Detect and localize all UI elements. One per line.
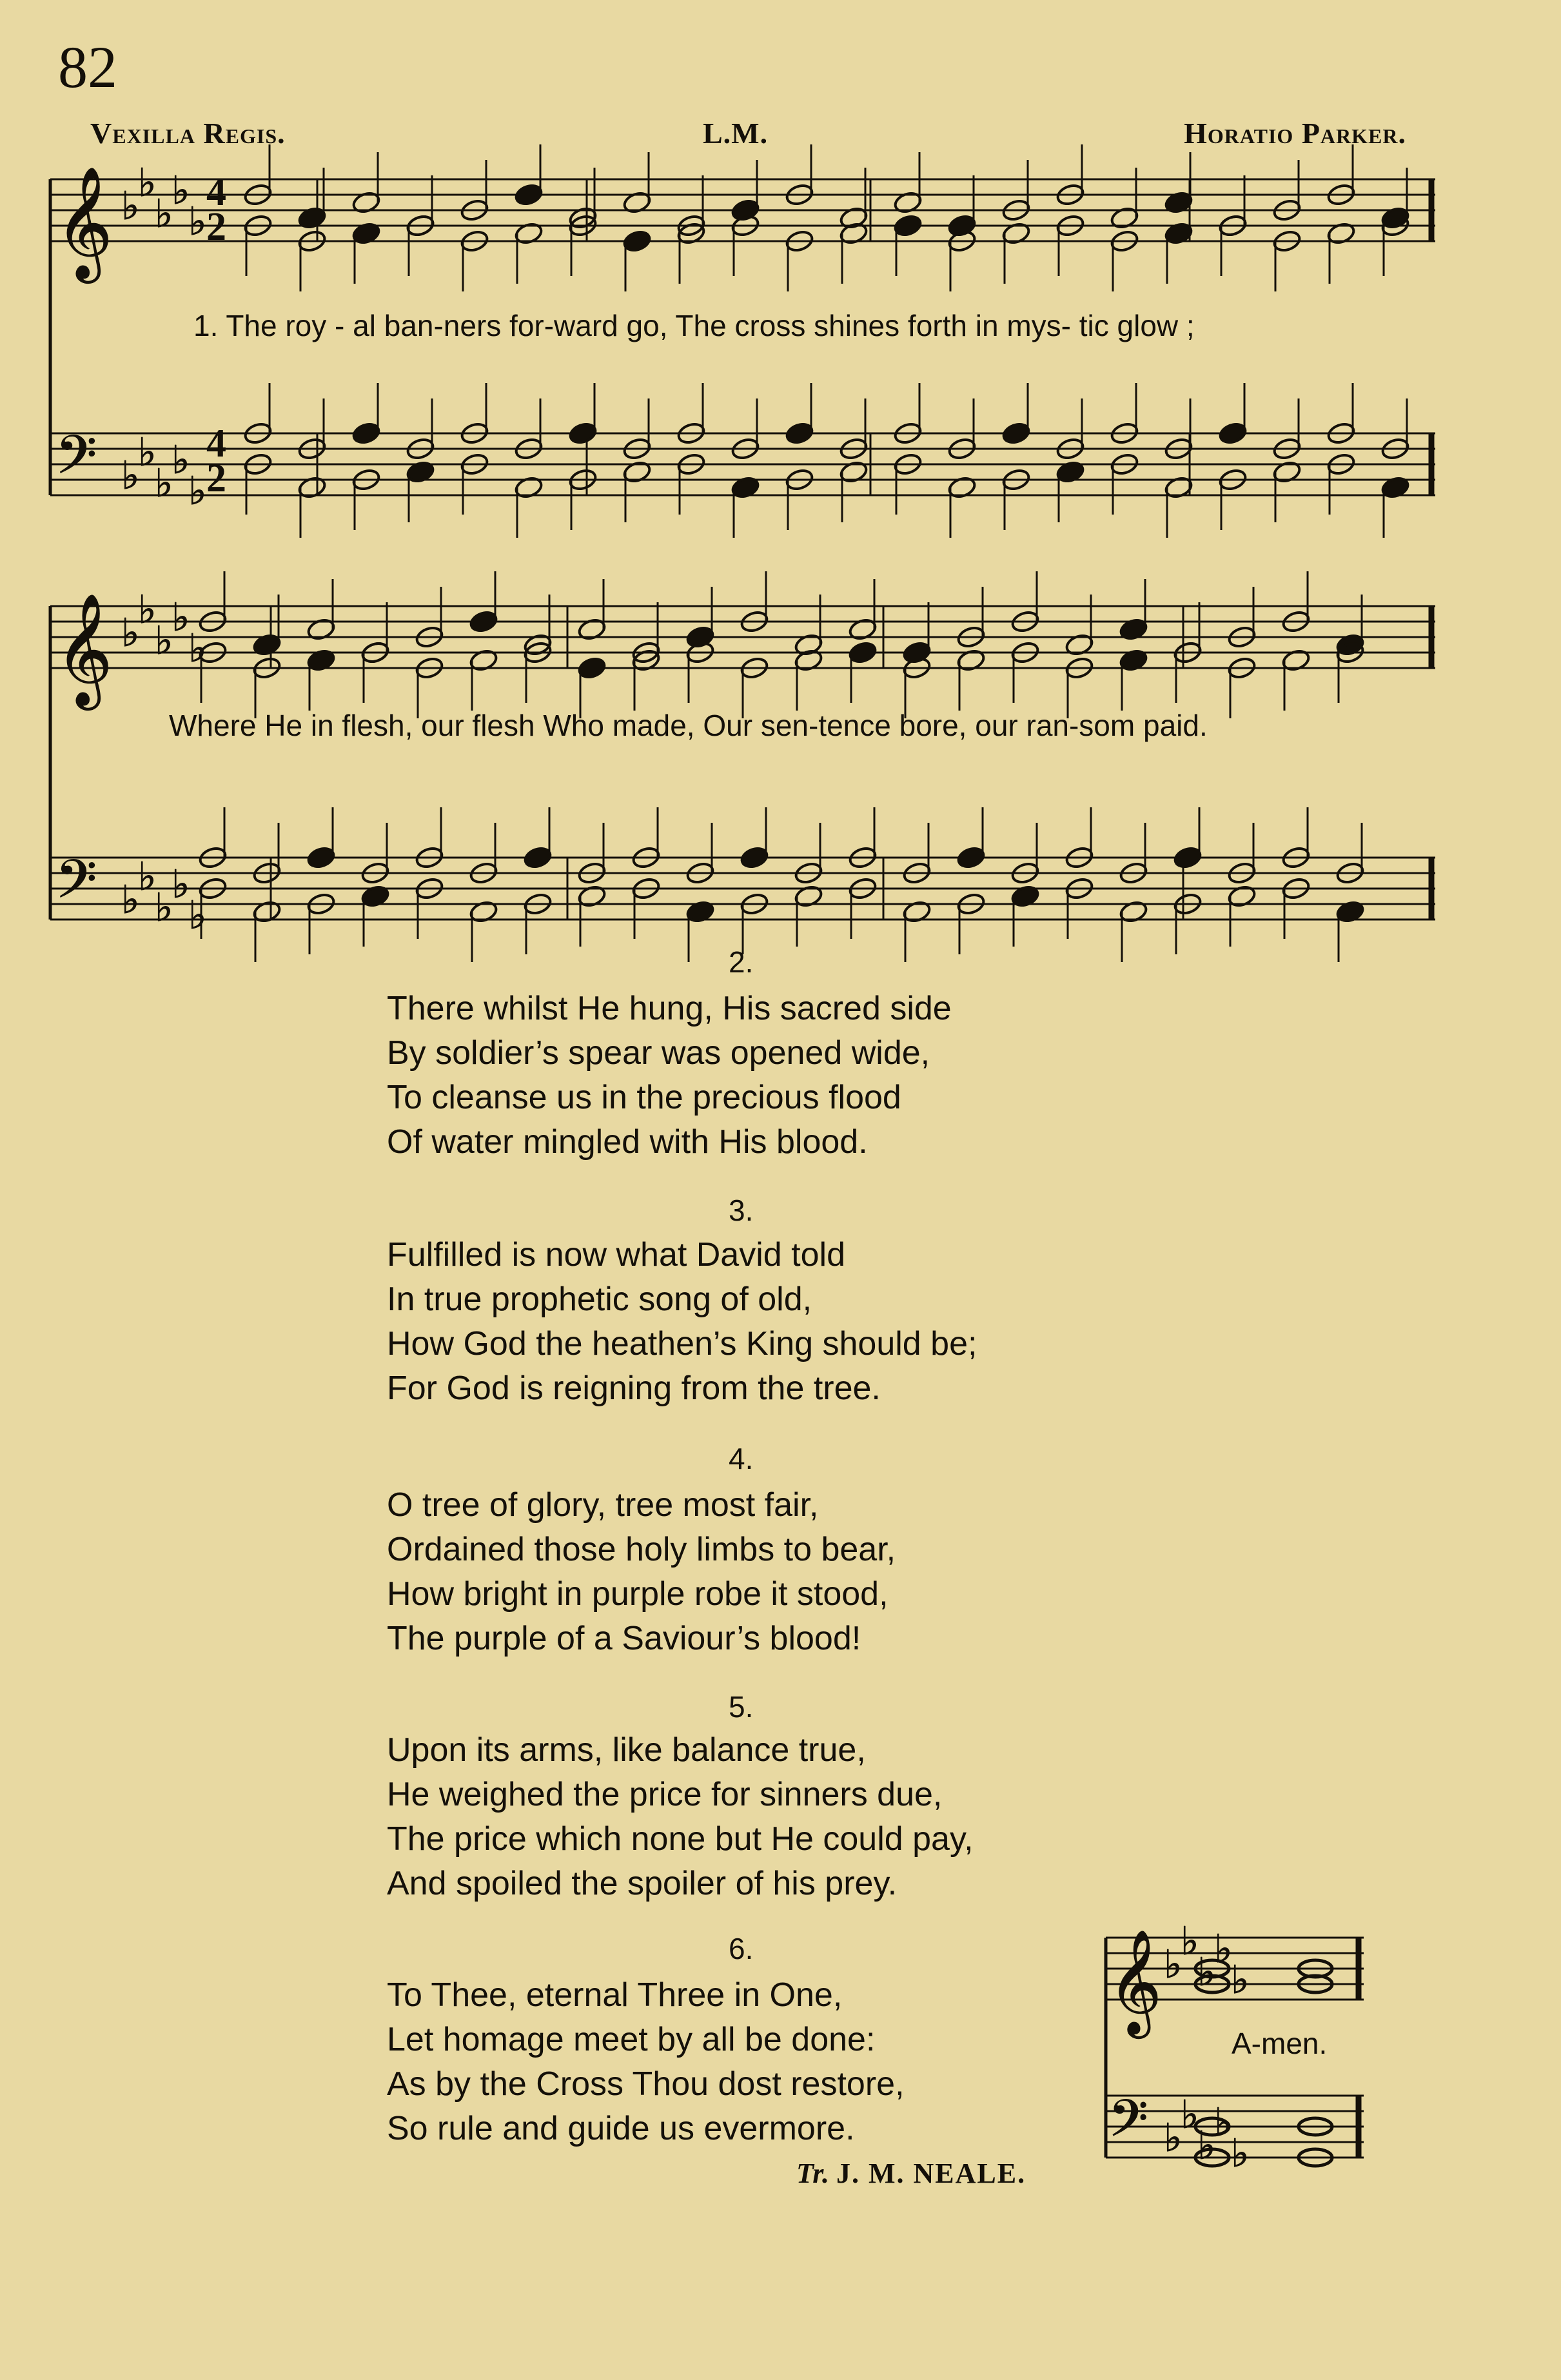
note-head — [1218, 421, 1248, 446]
flat-sign: ♭ — [172, 168, 190, 213]
note-head — [1001, 421, 1031, 446]
note-head — [306, 845, 336, 870]
note-head — [848, 640, 878, 665]
note-head — [577, 656, 607, 680]
time-signature-bottom: 2 — [206, 205, 226, 249]
flat-sign: ♭ — [1197, 1950, 1216, 1995]
flat-sign: ♭ — [1164, 1942, 1183, 1987]
bass-clef-icon: 𝄢 — [1108, 2089, 1148, 2161]
translator-prefix: Tr. — [796, 2158, 829, 2189]
note-head — [1173, 845, 1203, 870]
bass-clef-icon: 𝄢 — [55, 848, 97, 923]
flat-sign: ♭ — [121, 453, 140, 498]
time-signature-top-bass: 4 — [206, 422, 226, 466]
stanza-line: And spoiled the spoiler of his prey. — [387, 1865, 898, 1902]
flat-sign: ♭ — [172, 438, 190, 483]
flat-sign: ♭ — [172, 595, 190, 640]
time-signature-bottom-bass: 2 — [206, 457, 226, 500]
stanza-line: The price which none but He could pay, — [387, 1820, 974, 1858]
tune-name: Vexilla Regis. — [90, 117, 286, 150]
stanza-line: Ordained those holy limbs to bear, — [387, 1531, 896, 1568]
flat-sign: ♭ — [1231, 2131, 1250, 2176]
stanza-line: There whilst He hung, His sacred side — [387, 990, 952, 1027]
treble-clef-icon: 𝄞 — [1108, 1929, 1162, 2034]
note-head — [568, 421, 598, 446]
flat-sign: ♭ — [1164, 2116, 1183, 2161]
stanza-line: The purple of a Saviour’s blood! — [387, 1620, 861, 1657]
stanza-line: By soldier’s spear was opened wide, — [387, 1034, 930, 1072]
flat-sign: ♭ — [1231, 1958, 1250, 2003]
flat-sign: ♭ — [121, 878, 140, 923]
amen-label: A-men. — [1232, 2027, 1328, 2060]
stanza-line: How God the heathen’s King should be; — [387, 1325, 977, 1362]
flat-sign: ♭ — [172, 862, 190, 907]
flat-sign: ♭ — [138, 430, 157, 475]
flat-sign: ♭ — [188, 893, 207, 938]
flat-sign: ♭ — [1214, 1927, 1233, 1972]
composer-name: Horatio Parker. — [1184, 117, 1406, 150]
stanza-number: 5. — [729, 1690, 754, 1724]
note-head — [469, 609, 498, 634]
stanza-line: Let homage meet by all be done: — [387, 2021, 876, 2058]
flat-sign: ♭ — [1197, 2123, 1216, 2169]
stanza-line: He weighed the price for sinners due, — [387, 1776, 943, 1813]
stanza-line: Fulfilled is now what David told — [387, 1236, 845, 1274]
stanza-line: Upon its arms, like balance true, — [387, 1731, 866, 1769]
treble-clef-icon: 𝄞 — [55, 593, 113, 705]
flat-sign: ♭ — [1181, 1919, 1199, 1964]
stanza-line: To Thee, eternal Three in One, — [387, 1976, 843, 2014]
treble-clef-icon: 𝄞 — [55, 166, 113, 279]
flat-sign: ♭ — [188, 469, 207, 514]
flat-sign: ♭ — [155, 461, 173, 506]
translator-credit — [796, 2157, 1026, 2190]
stanza-number: 2. — [729, 945, 754, 979]
page-number: 82 — [58, 34, 117, 100]
flat-sign: ♭ — [155, 192, 173, 237]
flat-sign: ♭ — [155, 885, 173, 930]
stanza-line: As by the Cross Thou dost restore, — [387, 2065, 905, 2103]
flat-sign: ♭ — [121, 611, 140, 656]
stanza-line: In true prophetic song of old, — [387, 1281, 812, 1318]
stanza-line: To cleanse us in the precious flood — [387, 1079, 901, 1116]
lyric-line-1: 1. The roy - al ban-ners for-ward go, The cross shines forth in mys- tic glow ; — [193, 309, 1195, 342]
flat-sign: ♭ — [1214, 2100, 1233, 2145]
note-head — [351, 421, 381, 446]
stanza-line: So rule and guide us evermore. — [387, 2110, 855, 2147]
bass-clef-icon: 𝄢 — [55, 424, 97, 499]
stanza-number: 4. — [729, 1442, 754, 1475]
note-head — [785, 421, 814, 446]
note-head — [622, 229, 652, 253]
time-signature-top: 4 — [206, 170, 226, 214]
translator-name: J. M. NEALE. — [836, 2158, 1026, 2189]
stanza-number: 6. — [729, 1932, 754, 1965]
flat-sign: ♭ — [188, 199, 207, 244]
flat-sign: ♭ — [138, 854, 157, 900]
note-head — [893, 213, 923, 238]
note-head — [523, 845, 553, 870]
note-head — [514, 182, 544, 207]
note-head — [740, 845, 769, 870]
flat-sign: ♭ — [121, 184, 140, 229]
flat-sign: ♭ — [1181, 2092, 1199, 2138]
flat-sign: ♭ — [138, 587, 157, 633]
stanza-line: O tree of glory, tree most fair, — [387, 1486, 819, 1524]
note-head — [956, 845, 986, 870]
lyric-line-2: Where He in flesh, our flesh Who made, Our sen-tence bore, our ran-som paid. — [169, 709, 1208, 742]
stanza-line: Of water mingled with His blood. — [387, 1123, 868, 1161]
flat-sign: ♭ — [155, 618, 173, 664]
stanza-line: For God is reigning from the tree. — [387, 1370, 881, 1407]
meter: L.M. — [703, 117, 769, 150]
stanza-line: How bright in purple robe it stood, — [387, 1575, 888, 1613]
flat-sign: ♭ — [138, 161, 157, 206]
flat-sign: ♭ — [188, 626, 207, 671]
stanza-number: 3. — [729, 1194, 754, 1227]
